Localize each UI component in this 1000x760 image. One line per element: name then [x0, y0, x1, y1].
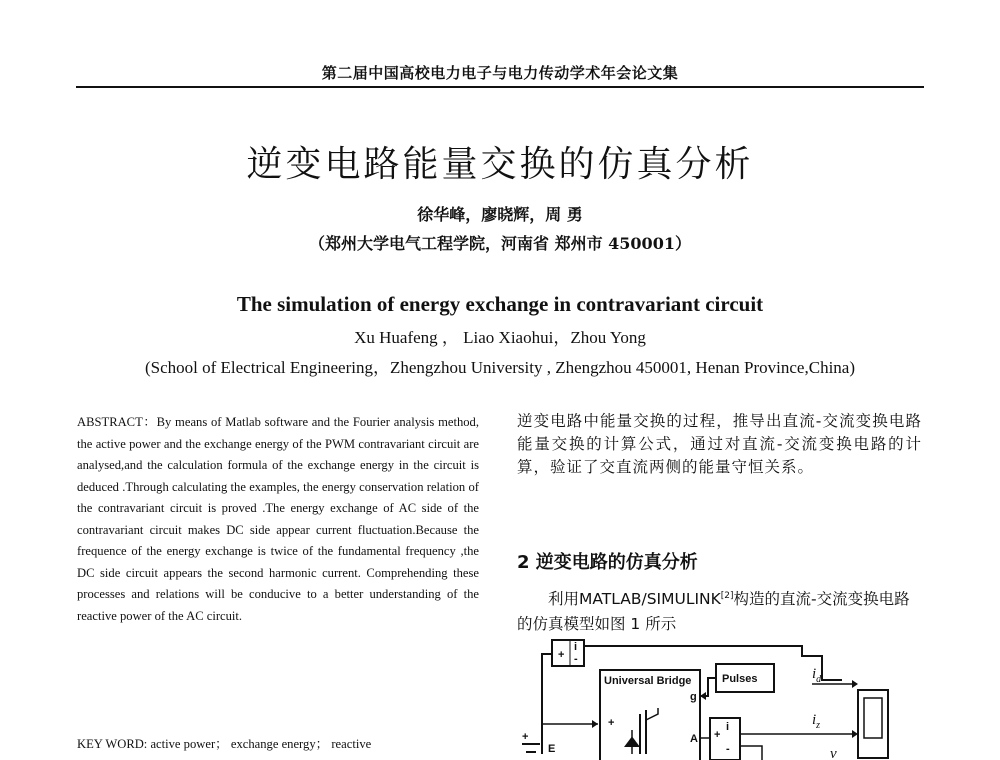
left-wire: [542, 654, 552, 754]
plus-label-2: +: [714, 729, 721, 741]
scope-block: [858, 690, 888, 758]
simulink-diagram: [512, 634, 892, 760]
g-port-label: g: [690, 691, 697, 703]
a-port-label: A: [690, 733, 698, 745]
intro-paragraph: 逆变电路中能量交换的过程，推导出直流-交流变换电路能量交换的计算公式，通过对直流-交流变换电路的计算，验证了交直流两侧的能量守恒关系。: [517, 412, 922, 476]
iz-signal-label: $i_z$: [812, 712, 821, 731]
keywords-line: KEY WORD: active power； exchange energy； reactive: [77, 737, 372, 751]
i-label-2: i: [726, 721, 730, 733]
english-affiliation: (School of Electrical Engineering，Zhengzhou University , Zhengzhou 450001, Henan Province,China): [144, 358, 856, 377]
minus-label-1: -: [574, 653, 578, 665]
abstract-text: ABSTRACT：By means of Matlab software and the Fourier analysis method, the active power and the exchange energy of the PWM contravariant circuit are analysed,and the calculation formula of the exchange energy in the circuit is deduced .Through calculating the examples, the energy conservation relation of the contravariant circuit is proved .The energy exchange of AC side of the contravariant circuit makes DC side appear current fluctuation.Because the frequence of the energy exchange is twice of the fundamental frequency ,the DC side circuit appears the second harmonic current. Comprehending these processes and relations will be conducive to a better understanding of the reactive power of the AC circuit.: [77, 415, 479, 623]
reference-marker: [2]: [720, 591, 734, 601]
plus-port-label: +: [608, 717, 615, 729]
model-paragraph-end: 构造的直流-交流变换电路的仿真模型如图 1 所示: [517, 590, 910, 634]
english-authors: Xu Huafeng ， Liao Xiaohui，Zhou Yong: [354, 328, 646, 347]
i-label-1: i: [574, 641, 578, 653]
v-signal-label: v: [830, 746, 837, 760]
minus-label-2: -: [726, 743, 730, 755]
dc-source-label: E: [548, 743, 556, 755]
header-rule: [76, 86, 924, 88]
chinese-authors: 徐华峰，廖晓辉，周 勇: [417, 205, 583, 224]
model-paragraph-start: 利用MATLAB/SIMULINK: [548, 590, 721, 609]
model-paragraph: [517, 584, 922, 637]
chinese-affiliation: （郑州大学电气工程学院，河南省 郑州市 450001）: [309, 234, 691, 253]
pulses-wire: [700, 678, 716, 696]
current-meter-block-1: [552, 640, 584, 666]
plus-label-1: +: [558, 649, 565, 661]
running-header: 第二届中国高校电力电子与电力传动学术年会论文集: [321, 64, 679, 82]
id-signal-label: $i_d$: [812, 666, 822, 685]
chinese-title: 逆变电路能量交换的仿真分析: [246, 144, 754, 185]
pulses-label: Pulses: [722, 673, 758, 685]
english-title: The simulation of energy exchange in contravariant circuit: [236, 292, 764, 316]
section-heading: 2 逆变电路的仿真分析: [517, 552, 698, 573]
dc-source-plus: +: [522, 731, 529, 743]
universal-bridge-label: Universal Bridge: [604, 675, 692, 687]
